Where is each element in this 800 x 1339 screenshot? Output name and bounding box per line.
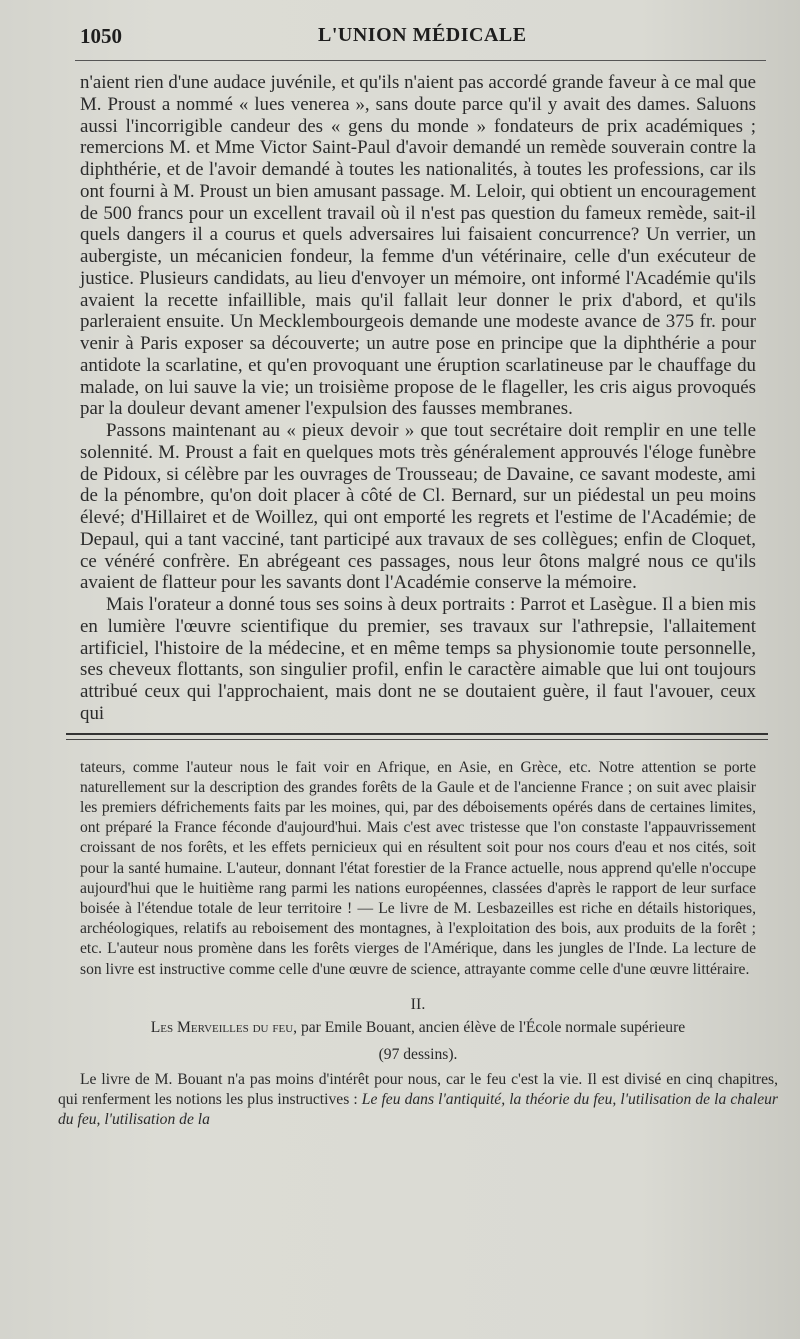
book-intro-chapters: Le feu dans l'antiquité, la théorie du feu, l'utilisation de la chaleur du feu, l'utilisation de la (58, 1090, 779, 1128)
paragraph-3: Mais l'orateur a donné tous ses soins à deux portraits : Parrot et Lasègue. Il a bien mis en lumière l'œuvre scientifique du premier, ses travaux sur l'athrepsie, l'allaitement artificiel, l'histoire de la médecine, et en même temps sa physionomie toute personnelle, ses cheveux flottants, son singulier profil, enfin le caractère aimable que lui ont toujours attribué ceux qui l'approchaient, mais dont ne se doutaient guère, il faut l'avouer, ceux qui (80, 594, 756, 724)
running-title: L'UNION MÉDICALE (318, 24, 527, 46)
book-review-text (80, 758, 756, 980)
page-header (80, 0, 756, 58)
book-title-name: Les Merveilles du feu, (150, 1018, 298, 1036)
book-title-author: par Emile Bouant, ancien élève de l'École normale supérieure (297, 1018, 686, 1036)
review-paragraph: tateurs, comme l'auteur nous le fait voir en Afrique, en Asie, en Grèce, etc. Notre attention se porte naturellement sur la description des grandes forêts de la Gaule et de l'ancienne France ; on suit avec plaisir les premiers défrichements faits par les moines, qui, par des déboisements opérés dans de certaines limites, ont préparé la France féconde d'aujourd'hui. Mais c'est avec tristesse que l'on constaste l'appauvrissement croissant de nos forêts, et les effets pernicieux qui en résultent soit pour nos cours d'eau et nos cités, soit pour la santé humaine. L'auteur, donnant l'état forestier de la France actuelle, nous apprend qu'elle n'occupe aujourd'hui que le huitième rang parmi les nations européennes, classées d'après le rapport de leur surface boisée à l'étendue totale de leur territoire ! — Le livre de M. Lesbazeilles est riche en détails historiques, archéologiques, relatifs au reboisement des montagnes, à l'exploitation des bois, aux produits de la forêt ; etc. L'auteur nous promène dans les forêts vierges de l'Amérique, dans les jungles de l'Inde. La lecture de son livre est instructive comme celle d'une œuvre de science, attrayante comme celle d'une œuvre littéraire. (80, 758, 756, 978)
paragraph-2: Passons maintenant au « pieux devoir » que tout secrétaire doit remplir en une telle solennité. M. Proust a fait en quelques mots très généralement approuvés l'éloge funèbre de Pidoux, si célèbre par les ouvrages de Trousseau; de Davaine, ce savant modeste, ami de la pénombre, qu'on doit placer à côté de Cl. Bernard, sur un piédestal un peu moins élevé; d'Hillairet et de Woillez, qui ont emporté les regrets et l'estime de l'Académie; de Depaul, qui a tant vacciné, tant participé aux travaux de ses collègues; enfin de Cloquet, ce vénéré confrère. En abrégeant ces passages, nous leur ôtons malgré nous ce qu'ils avaient de flatteur pour les savants dont l'Académie conserve la mémoire. (80, 420, 756, 594)
section-divider (66, 733, 768, 740)
book-intro-paragraph (58, 1070, 778, 1130)
section-numeral: II. (410, 995, 426, 1013)
main-article-text (80, 72, 756, 725)
book-intro-text: Le livre de M. Bouant n'a pas moins d'intérêt pour nous, car le feu c'est la vie. Il est divisé en cinq chapitres, qui renferment les notions les plus instructives : (58, 1070, 778, 1108)
header-rule (75, 60, 766, 61)
page-number: 1050 (80, 24, 122, 48)
book-intro (58, 1070, 778, 1130)
paragraph-1: n'aient rien d'une audace juvénile, et qu'ils n'aient pas accordé grande faveur à ce mal que M. Proust a nommé « lues venerea », sans doute parce qu'il y avait des dames. Saluons aussi l'incorrigible candeur des « gens du monde » fondateurs de prix académiques ; remercions M. et Mme Victor Saint-Paul d'avoir demandé un remède souverain contre la diphthérie, et de l'avoir demandé à toutes les nationalités, à toutes les professions, car ils ont fourni à M. Proust un bien amusant passage. M. Leloir, qui obtient un encouragement de 500 francs pour un excellent travail où il n'est pas question du fameux remède, sait-il quels dangers il a courus et quels adversaires lui faisaient concurrence? Un verrier, un aubergiste, un mécanicien fondeur, la femme d'un vétérinaire, celle d'un exécuteur de justice. Plusieurs candidats, au lieu d'envoyer un mémoire, ont informé l'Académie qu'ils avaient la recette infaillible, mais qu'il fallait leur donner le prix d'abord, et qu'ils parleraient ensuite. Un Mecklembourgeois demande une modeste avance de 375 fr. pour venir à Paris exposer sa découverte; un autre pose en principe que la diphthérie a pour antidote la scarlatine, et qu'en provoquant une éruption scarlatineuse par le chauffage du malade, on lui sauve la vie; un troisième propose de le flageller, les cris aigus provoqués par la douleur devant amener l'expulsion des fausses membranes. (80, 72, 756, 420)
book-drawings-count: (97 dessins). (378, 1045, 458, 1063)
book-title (58, 1016, 778, 1040)
